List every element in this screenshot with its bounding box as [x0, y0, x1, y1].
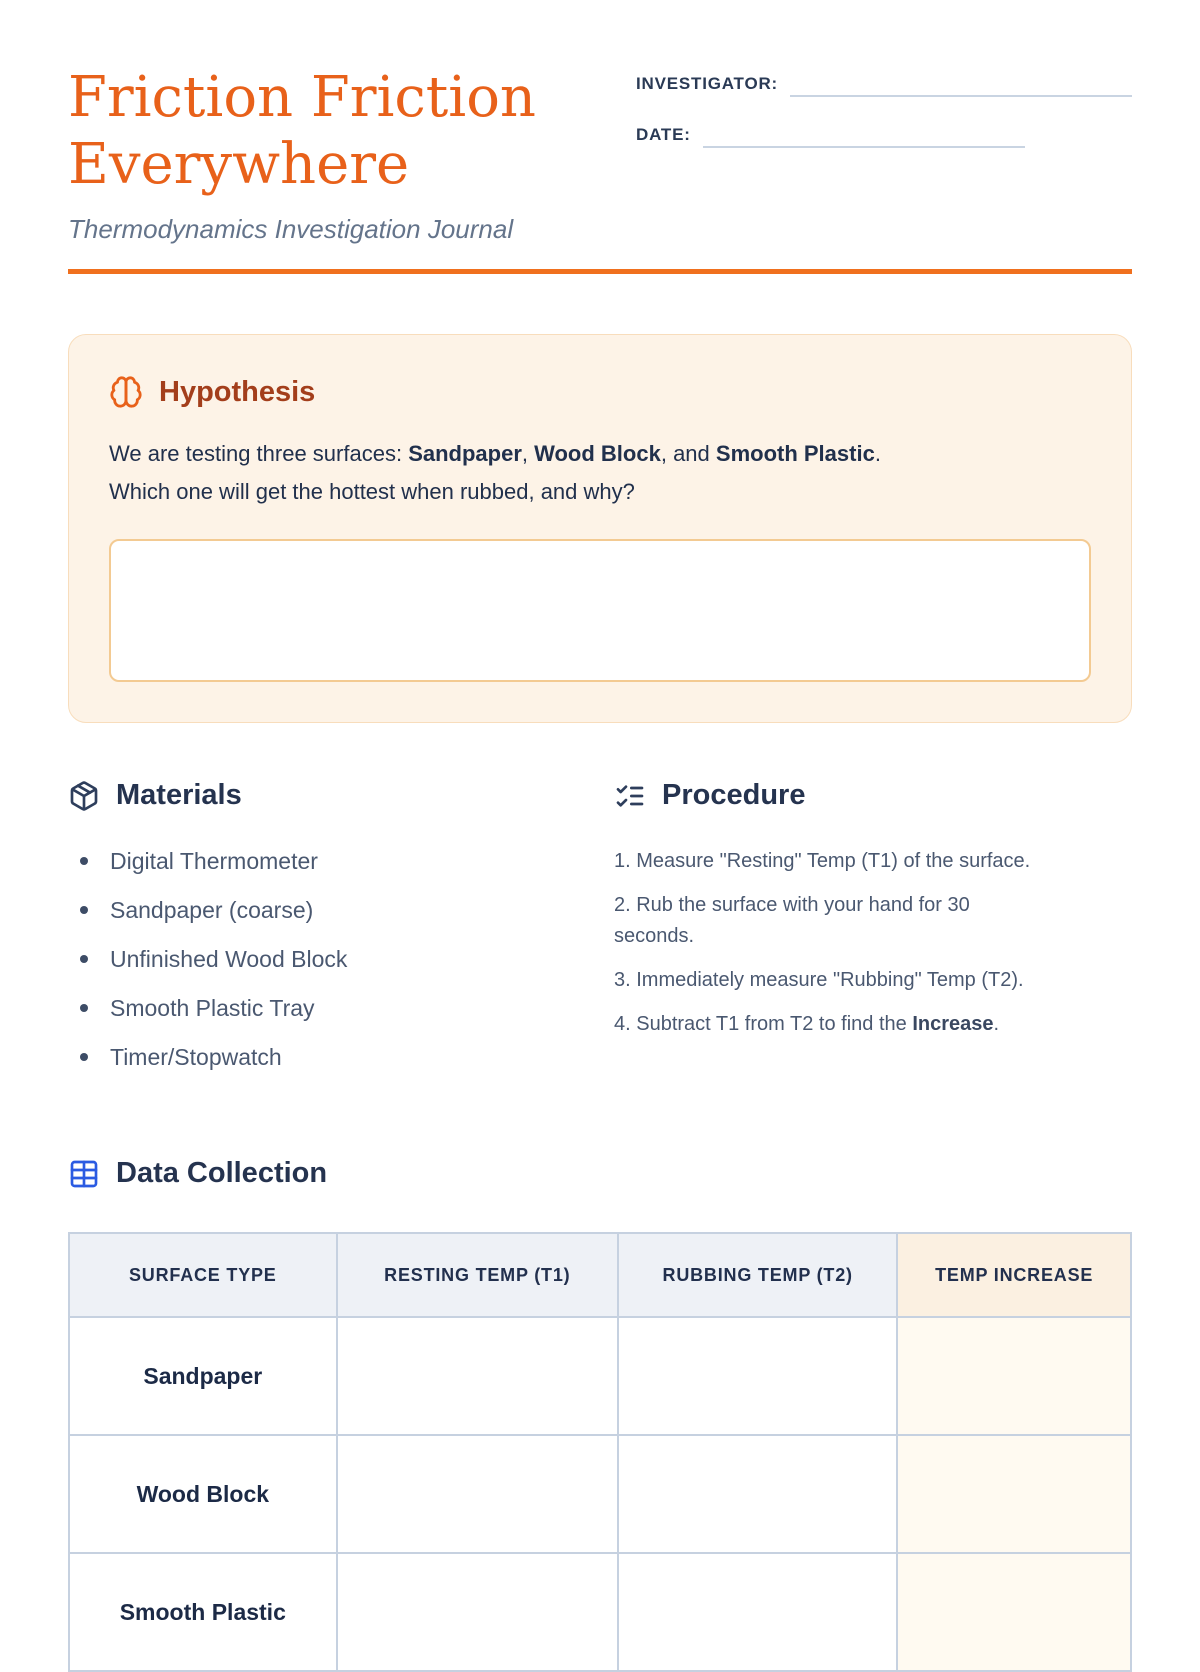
procedure-step-line1: 2. Rub the surface with your hand for 30 [614, 894, 970, 917]
procedure-step-bold: Increase [912, 1013, 994, 1036]
procedure-step-line2: seconds. [614, 925, 695, 948]
list-item: Sandpaper (coarse) [78, 897, 548, 924]
column-header-rubbing-temp: RUBBING TEMP (T2) [618, 1233, 897, 1317]
temp-increase-cell[interactable] [897, 1435, 1131, 1553]
resting-temp-cell[interactable] [337, 1317, 618, 1435]
data-collection-table [68, 1232, 1132, 1672]
surface-name-1: Sandpaper [408, 441, 522, 467]
procedure-step-text: . [993, 1013, 1000, 1036]
surface-cell: Wood Block [69, 1435, 337, 1553]
resting-temp-cell[interactable] [337, 1435, 618, 1553]
list-item: Smooth Plastic Tray [78, 995, 548, 1022]
investigator-input-line[interactable] [790, 75, 1132, 97]
column-header-surface-type: SURFACE TYPE [69, 1233, 337, 1317]
surface-cell: Sandpaper [69, 1317, 337, 1435]
date-label: DATE: [636, 125, 691, 144]
procedure-steps [614, 846, 1132, 1040]
rubbing-temp-cell[interactable] [618, 1553, 897, 1671]
list-item: Timer/Stopwatch [78, 1044, 548, 1071]
surface-cell: Smooth Plastic [69, 1553, 337, 1671]
procedure-step: 3. Immediately measure "Rubbing" Temp (T2). [614, 969, 1024, 992]
data-collection-heading: Data Collection [116, 1157, 328, 1190]
hypothesis-prompt-text: We are testing three surfaces: [109, 441, 409, 467]
resting-temp-cell[interactable] [337, 1553, 618, 1671]
rubbing-temp-cell[interactable] [618, 1317, 897, 1435]
list-checks-icon [614, 780, 646, 812]
procedure-heading-row [614, 779, 1132, 812]
list-item: Digital Thermometer [78, 848, 548, 875]
page-title: Friction Friction Everywhere [68, 65, 536, 198]
header-fields [636, 64, 1132, 176]
hypothesis-heading: Hypothesis [159, 375, 316, 408]
procedure-step [614, 890, 1132, 952]
investigator-row [636, 74, 1132, 97]
table-row [69, 1435, 1131, 1553]
separator: , [521, 441, 535, 467]
materials-list [68, 848, 548, 1071]
header-left [68, 64, 628, 245]
surface-name-3: Smooth Plastic [715, 441, 875, 467]
temp-increase-cell[interactable] [897, 1553, 1131, 1671]
procedure-step [614, 1009, 1132, 1040]
procedure-section [614, 779, 1132, 1093]
page-subtitle: Thermodynamics Investigation Journal [68, 214, 514, 245]
hypothesis-answer-box[interactable] [109, 539, 1091, 682]
brain-icon [109, 375, 143, 409]
separator: . [874, 441, 881, 467]
separator: , and [660, 441, 716, 467]
rubbing-temp-cell[interactable] [618, 1435, 897, 1553]
procedure-step: 1. Measure "Resting" Temp (T1) of the surface. [614, 850, 1031, 873]
data-collection-heading-row [68, 1157, 1132, 1190]
list-item: Unfinished Wood Block [78, 946, 548, 973]
column-header-temp-increase: TEMP INCREASE [897, 1233, 1131, 1317]
investigator-label: INVESTIGATOR: [636, 74, 779, 93]
header [68, 64, 1132, 245]
table-icon [68, 1158, 100, 1190]
materials-section [68, 779, 548, 1093]
procedure-step-text: 4. Subtract T1 from T2 to find the [614, 1013, 913, 1036]
procedure-heading: Procedure [662, 779, 806, 812]
hypothesis-card [68, 334, 1132, 723]
accent-divider [68, 269, 1132, 274]
hypothesis-question: Which one will get the hottest when rubbed, and why? [109, 479, 635, 505]
table-row [69, 1317, 1131, 1435]
package-icon [68, 780, 100, 812]
temp-increase-cell[interactable] [897, 1317, 1131, 1435]
data-collection-section [68, 1157, 1132, 1672]
column-header-resting-temp: RESTING TEMP (T1) [337, 1233, 618, 1317]
surface-name-2: Wood Block [534, 441, 661, 467]
hypothesis-heading-row [109, 375, 1091, 409]
two-column-section [68, 779, 1132, 1093]
materials-heading: Materials [116, 779, 242, 812]
date-input-line[interactable] [703, 126, 1025, 148]
materials-heading-row [68, 779, 548, 812]
table-header-row [69, 1233, 1131, 1317]
hypothesis-prompt [109, 435, 1091, 511]
date-row [636, 125, 1132, 148]
table-row [69, 1553, 1131, 1671]
